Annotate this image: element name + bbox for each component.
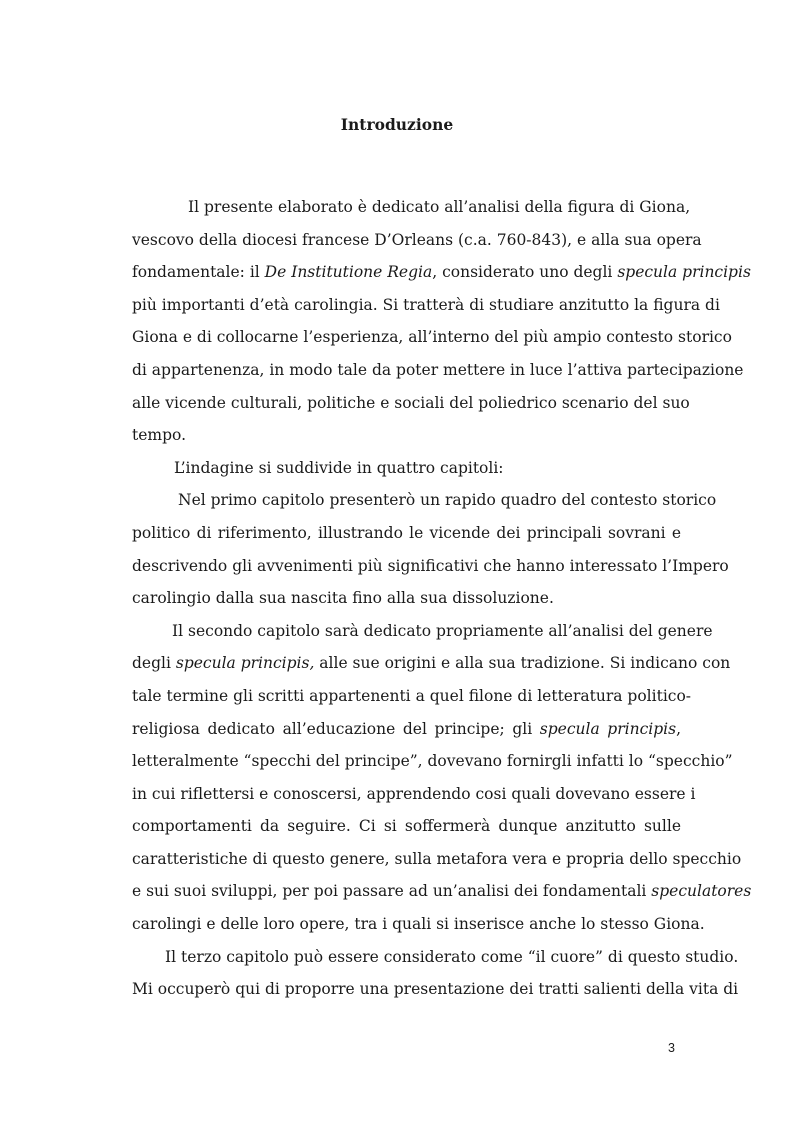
page-number: 3: [668, 1041, 675, 1055]
text-line: vescovo della diocesi francese D’Orleans (c.a. 760-843), e alla sua opera: [132, 230, 702, 249]
italic-term: specula principis,: [175, 654, 315, 673]
text-line: L’indagine si suddivide in quattro capitoli:: [174, 458, 504, 477]
text-line: alle vicende culturali, politiche e sociali del poliedrico scenario del suo: [132, 393, 690, 412]
text-line: in cui riflettersi e conoscersi, apprendendo cosi quali dovevano essere i: [132, 784, 696, 803]
text-line: Mi occuperò qui di proporre una presentazione dei tratti salienti della vita di: [132, 980, 739, 999]
text-line: religiosa dedicato all’educazione del principe; gli specula principis,: [132, 719, 681, 738]
text-line: descrivendo gli avvenimenti più significativi che hanno interessato l’Impero: [132, 556, 729, 575]
text-line: più importanti d’età carolingia. Si tratterà di studiare anzitutto la figura di: [132, 295, 720, 314]
text-line: e sui suoi sviluppi, per poi passare ad un’analisi dei fondamentali speculatores: [132, 882, 752, 901]
text-line: degli specula principis, alle sue origini e alla sua tradizione. Si indicano con: [132, 654, 731, 673]
text-line: Il terzo capitolo può essere considerato come “il cuore” di questo studio.: [165, 947, 739, 966]
paragraph-3: [132, 484, 729, 614]
text-line: Giona e di collocarne l’esperienza, all’interno del più ampio contesto storico: [132, 328, 732, 347]
text-line: letteralmente “specchi del principe”, dovevano fornirgli infatti lo “specchio”: [132, 752, 733, 771]
text-line: politico di riferimento, illustrando le vicende dei principali sovrani e: [132, 523, 681, 542]
paragraph-5: [132, 941, 739, 1006]
body-text: [132, 191, 752, 1006]
italic-term: specula principis: [539, 719, 677, 738]
text-line: comportamenti da seguire. Ci si soffermerà dunque anzitutto sulle: [132, 817, 681, 836]
text-line: tale termine gli scritti appartenenti a quel filone di letteratura politico-: [132, 686, 692, 705]
text-line: carolingi e delle loro opere, tra i quali si inserisce anche lo stesso Giona.: [132, 915, 705, 934]
text-line: tempo.: [132, 426, 187, 445]
italic-title: De Institutione Regia: [264, 263, 433, 282]
paragraph-1: [132, 191, 751, 452]
text-line: Il secondo capitolo sarà dedicato propriamente all’analisi del genere: [172, 621, 713, 640]
text-line: carolingio dalla sua nascita fino alla sua dissoluzione.: [132, 589, 554, 608]
paragraph-2: [132, 452, 681, 485]
text-line: fondamentale: il De Institutione Regia, considerato uno degli specula principis: [132, 263, 751, 282]
page-title: Introduzione: [340, 115, 454, 134]
italic-term: speculatores: [651, 882, 752, 901]
text-line: Nel primo capitolo presenterò un rapido quadro del contesto storico: [178, 491, 717, 510]
text-line: Il presente elaborato è dedicato all’analisi della figura di Giona,: [188, 198, 691, 216]
paragraph-4: [132, 615, 752, 941]
text-line: caratteristiche di questo genere, sulla metafora vera e propria dello specchio: [132, 849, 742, 868]
text-line: di appartenenza, in modo tale da poter mettere in luce l’attiva partecipazione: [132, 360, 744, 379]
italic-term: specula principis: [617, 263, 751, 282]
